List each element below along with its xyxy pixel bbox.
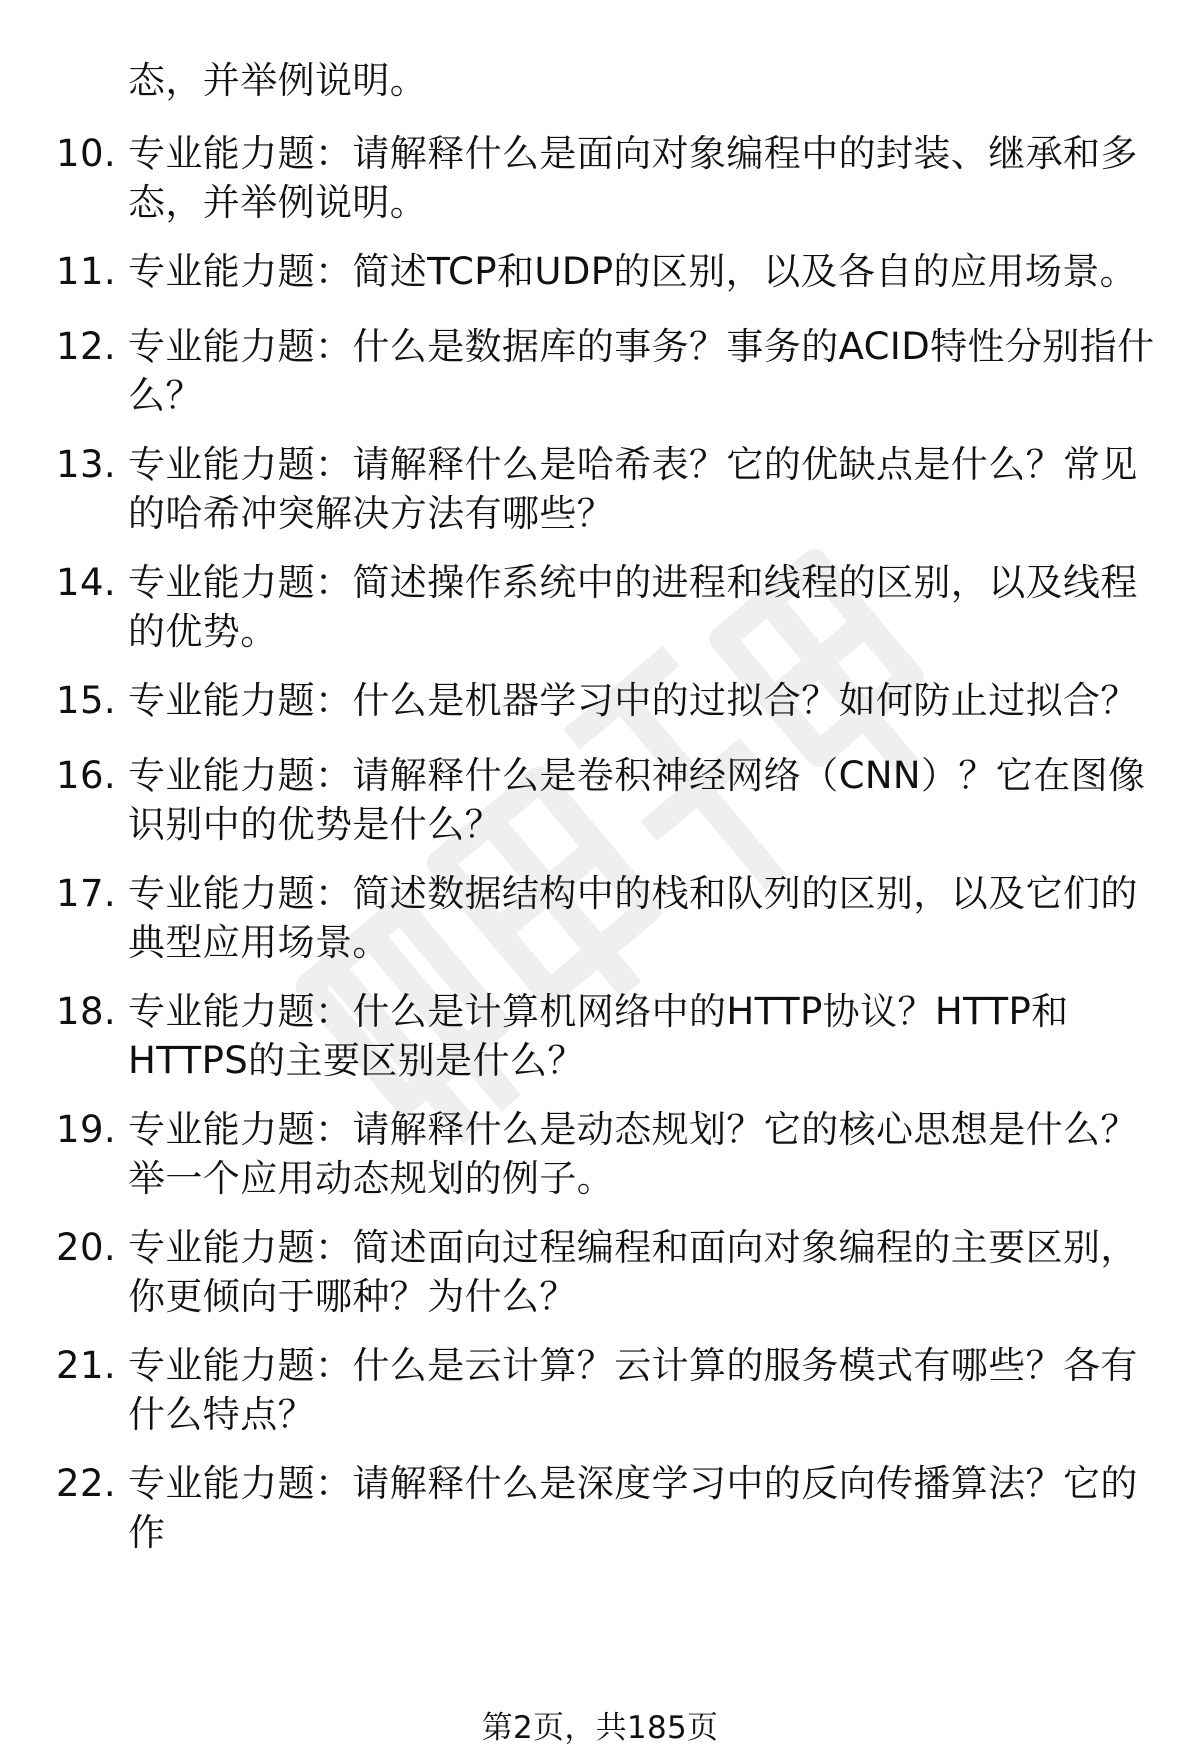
list-item [56, 869, 1161, 967]
item-text: 专业能力题：什么是机器学习中的过拟合？如何防止过拟合？ [128, 679, 1138, 722]
item-text: 专业能力题：简述TCP和UDP的区别，以及各自的应用场景。 [128, 250, 1138, 293]
list-item [56, 322, 1161, 420]
item-text: 专业能力题：简述面向过程编程和面向对象编程的主要区别，你更倾向于哪种？为什么？ [128, 1226, 1138, 1318]
list-item [56, 1341, 1161, 1439]
list-item [56, 247, 1161, 296]
item-number: 16. [56, 754, 117, 797]
list-item [56, 440, 1161, 538]
item-number: 21. [56, 1344, 117, 1387]
item-text: 专业能力题：请解释什么是卷积神经网络（CNN）？它在图像识别中的优势是什么？ [128, 754, 1146, 846]
item-number: 17. [56, 872, 117, 915]
item-number: 15. [56, 679, 117, 722]
item-number: 10. [56, 132, 117, 175]
item-text: 专业能力题：请解释什么是哈希表？它的优缺点是什么？常见的哈希冲突解决方法有哪些？ [128, 443, 1138, 535]
item-text: 专业能力题：简述数据结构中的栈和队列的区别，以及它们的典型应用场景。 [128, 872, 1138, 964]
item-number: 12. [56, 325, 117, 368]
page-footer: 第2页，共185页 [481, 1710, 719, 1746]
item-text: 专业能力题：什么是数据库的事务？事务的ACID特性分别指什么？ [128, 325, 1155, 417]
list-item [56, 987, 1161, 1085]
list-item [56, 1459, 1161, 1557]
list-item [56, 1105, 1161, 1203]
list-item [56, 129, 1161, 227]
item-number: 13. [56, 443, 117, 486]
item-text: 专业能力题：什么是计算机网络中的HTTP协议？HTTP和HTTPS的主要区别是什么？ [128, 990, 1069, 1082]
item-number: 22. [56, 1462, 117, 1505]
list-item [56, 1223, 1161, 1321]
item-text: 专业能力题：请解释什么是面向对象编程中的封装、继承和多态，并举例说明。 [128, 132, 1138, 224]
list-item [56, 558, 1161, 656]
item-text: 专业能力题：什么是云计算？云计算的服务模式有哪些？各有什么特点？ [128, 1344, 1138, 1436]
item-text: 专业能力题：请解释什么是动态规划？它的核心思想是什么？举一个应用动态规划的例子。 [128, 1108, 1138, 1200]
item-number: 11. [56, 250, 117, 293]
item-number: 18. [56, 990, 117, 1033]
list-item [56, 751, 1161, 849]
item-text: 专业能力题：请解释什么是深度学习中的反向传播算法？它的作 [128, 1462, 1138, 1554]
item-number: 19. [56, 1108, 117, 1151]
item-number: 20. [56, 1226, 117, 1269]
list-item [56, 676, 1161, 725]
item-text: 专业能力题：简述操作系统中的进程和线程的区别，以及线程的优势。 [128, 561, 1138, 653]
continued-text: 态，并举例说明。 [128, 59, 428, 102]
item-number: 14. [56, 561, 117, 604]
